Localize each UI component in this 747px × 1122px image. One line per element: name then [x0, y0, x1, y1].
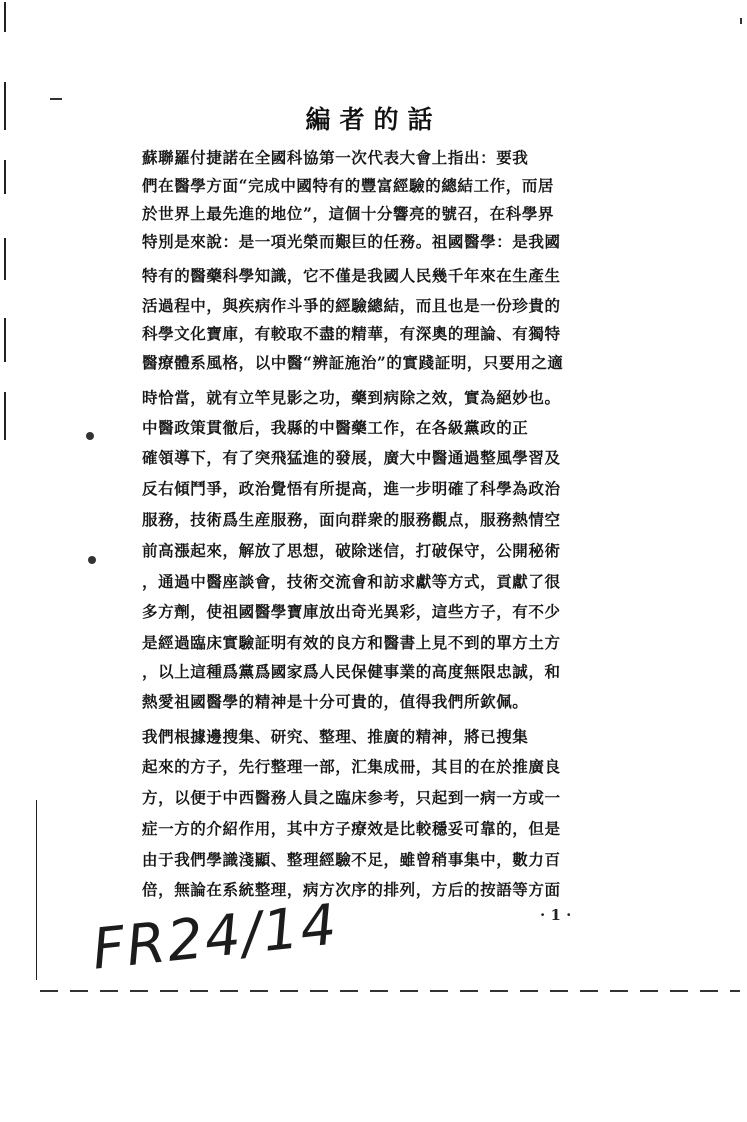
- scan-edge-mark: [36, 800, 37, 980]
- text-line: 時恰當，就有立竿見影之功，藥到病除之效，實為絕妙也。: [142, 388, 561, 407]
- text-line: 特別是來說：是一項光榮而艱巨的任務。祖國醫學：是我國: [142, 232, 561, 251]
- text-line: 是經過臨床實驗証明有效的良方和醫書上見不到的單方土方: [142, 633, 561, 652]
- page-number: · 1 ·: [540, 906, 572, 924]
- handwritten-call-number: FR24/14: [89, 892, 342, 983]
- scan-edge-mark: [4, 2, 6, 32]
- text-line: 於世界上最先進的地位”，這個十分響亮的號召，在科學界: [142, 204, 555, 223]
- scan-edge-mark: [4, 318, 6, 362]
- text-line: 醫療體系風格，以中醫“辨証施治”的實踐証明，只要用之適: [142, 353, 564, 372]
- text-line: 服務，技術爲生産服務，面向群衆的服務觀点，服務熱情空: [142, 510, 561, 529]
- text-line: 起來的方子，先行整理一部，汇集成冊，其目的在於推廣良: [142, 757, 561, 776]
- speck: [88, 556, 96, 564]
- text-line: 熱愛祖國醫學的精神是十分可貴的，值得我們所欽佩。: [142, 692, 529, 711]
- scan-edge-mark: [4, 392, 6, 440]
- text-line: 科學文化寶庫，有較取不盡的精華，有深奧的理論、有獨特: [142, 324, 561, 343]
- scan-bottom-edge: [40, 990, 740, 992]
- text-line: 由于我們學識淺顯、整理經驗不足，雖曾稍事集中，數力百: [142, 850, 561, 869]
- text-line: 們在醫學方面“完成中國特有的豐富經驗的總結工作，而居: [142, 176, 555, 195]
- page-title: 編者的話: [305, 105, 442, 134]
- text-line: 多方劑，使祖國醫學寶庫放出奇光異彩，這些方子，有不少: [142, 602, 561, 621]
- speck: [86, 432, 94, 440]
- speck: [740, 18, 742, 24]
- text-line: 特有的醫藥科學知識，它不僅是我國人民幾千年來在生產生: [142, 266, 561, 285]
- scan-edge-mark: [4, 160, 6, 194]
- text-line: 方，以便于中西醫務人員之臨床参考，只起到一病一方或一: [142, 788, 561, 807]
- text-line: 倍，無論在系統整理，病方次序的排列，方后的按語等方面: [142, 880, 561, 899]
- text-line: 反右傾鬥爭，政治覺悟有所提高，進一步明確了科學為政治: [142, 479, 561, 498]
- text-line: 我們根據邊搜集、研究、整理、推廣的精神，將已搜集: [142, 727, 529, 746]
- text-line: 蘇聯羅付捷諾在全國科協第一次代表大會上指出：要我: [142, 148, 529, 167]
- text-line: 症一方的介紹作用，其中方子療效是比較穩妥可靠的，但是: [142, 819, 561, 838]
- text-line: 前高漲起來，解放了思想，破除迷信，打破保守，公開秘術: [142, 541, 561, 560]
- text-line: ，以上這種爲黨爲國家爲人民保健事業的高度無限忠誠，和: [142, 662, 561, 681]
- text-line: 中醫政策貫徹后，我縣的中醫藥工作，在各級黨政的正: [142, 418, 529, 437]
- text-line: 活過程中，與疾病作斗爭的經驗總結，而且也是一份珍貴的: [142, 296, 561, 315]
- text-line: ，通過中醫座談會，技術交流會和訪求獻等方式，貢獻了很: [142, 572, 561, 591]
- scan-edge-mark: [4, 238, 6, 280]
- text-line: 確領導下，有了突飛猛進的發展，廣大中醫通過整風學習及: [142, 448, 561, 467]
